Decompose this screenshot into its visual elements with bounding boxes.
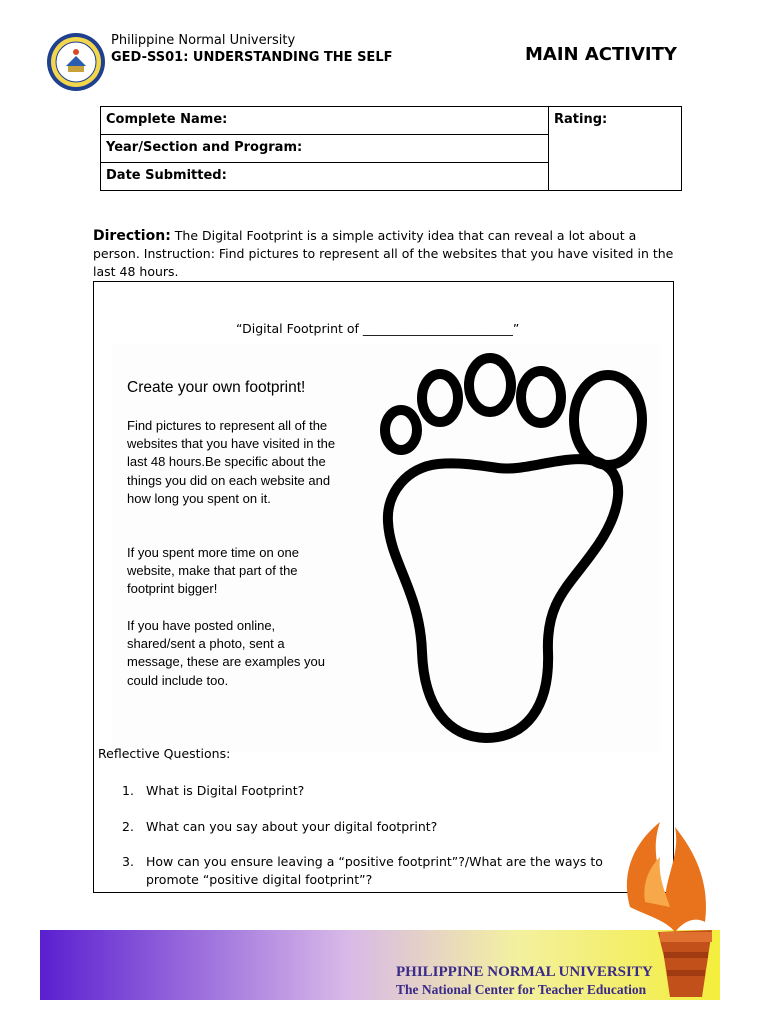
instruction-paragraph-2: If you spent more time on one website, make that part of the footprint bigger! [127, 545, 299, 597]
complete-name-field[interactable]: Complete Name: [101, 107, 549, 135]
footer-tagline: The National Center for Teacher Education [396, 982, 647, 997]
date-submitted-field[interactable]: Date Submitted: [101, 163, 549, 191]
direction-text [93, 227, 683, 281]
rating-field[interactable]: Rating: [549, 107, 682, 191]
question-text: How can you ensure leaving a “positive footprint”?/What are the ways to promote “positive digital footprint”? [146, 854, 603, 887]
torch-logo-icon [620, 812, 720, 1002]
reflective-questions-heading: Reflective Questions: [98, 746, 231, 761]
instruction-paragraph-3: If you have posted online, shared/sent a photo, sent a message, these are examples you could include too. [127, 618, 325, 688]
university-seal-icon [46, 32, 106, 92]
question-item [122, 853, 622, 889]
question-item [122, 818, 622, 836]
direction-label: Direction: [93, 228, 171, 244]
question-number: 2. [122, 819, 134, 834]
footer-university-name: PHILIPPINE NORMAL UNIVERSITY [396, 964, 653, 980]
question-text: What can you say about your digital footprint? [146, 819, 438, 834]
student-info-table [100, 106, 682, 191]
create-footprint-title: Create your own footprint! [127, 379, 306, 396]
direction-body: The Digital Footprint is a simple activity idea that can reveal a lot about a person. Instruction: Find pictures to represent all of the websites that you have visited in the last 48 hours. [93, 228, 674, 279]
question-item [122, 782, 622, 800]
question-number: 3. [122, 854, 134, 869]
page-title: MAIN ACTIVITY [525, 44, 677, 65]
year-section-field[interactable]: Year/Section and Program: [101, 135, 549, 163]
course-title: GED-SS01: UNDERSTANDING THE SELF [111, 50, 393, 65]
question-number: 1. [122, 783, 134, 798]
footprint-of-line: “Digital Footprint of ________________________” [236, 321, 520, 336]
instruction-paragraph-1: Find pictures to represent all of the websites that you have visited in the last 48 hours.Be specific about the things you did on each website and how long you spent on it. [127, 418, 336, 506]
university-name: Philippine Normal University [111, 33, 296, 48]
footprint-outline-icon [368, 352, 658, 752]
footer-banner [40, 930, 720, 1000]
question-text: What is Digital Footprint? [146, 783, 305, 798]
